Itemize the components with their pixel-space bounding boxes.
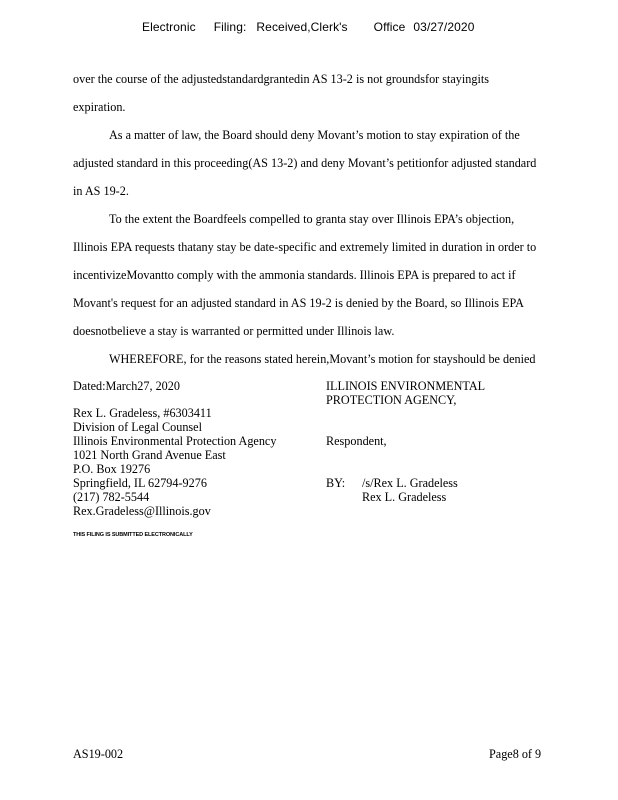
footer-case-number: AS19-002	[73, 747, 124, 761]
header-date: 03/27/2020	[413, 20, 475, 34]
street-address: 1021 North Grand Avenue East	[73, 448, 226, 462]
header-received: Received,Clerk's	[256, 20, 348, 34]
printed-name: Rex L. Gradeless	[362, 490, 447, 504]
body-line: As a matter of law, the Board should deny Movant’s motion to stay expiration of the	[109, 128, 520, 142]
header-electronic: Electronic	[142, 20, 196, 34]
body-line: Movant's request for an adjusted standard in AS 19-2 is denied by the Board, so Illinois EPA	[73, 296, 524, 310]
electronic-filing-notice: THIS FILING IS SUBMITTED ELECTRONICALLY	[73, 532, 193, 538]
respondent-label: Respondent,	[326, 434, 387, 448]
agency-name-line2: PROTECTION AGENCY,	[326, 393, 457, 407]
by-label: BY:	[326, 476, 346, 490]
agency-full-name: Illinois Environmental Protection Agency	[73, 434, 277, 448]
attorney-name-id: Rex L. Gradeless, #6303411	[73, 406, 212, 420]
body-line: in AS 19-2.	[73, 184, 129, 198]
po-box: P.O. Box 19276	[73, 462, 151, 476]
header-office: Office	[373, 20, 406, 34]
body-line: To the extent the Boardfeels compelled to granta stay over Illinois EPA’s objection,	[109, 212, 515, 226]
body-line: adjusted standard in this proceeding(AS 13-2) and deny Movant’s petitionfor adjusted standard	[73, 156, 537, 170]
division-line: Division of Legal Counsel	[73, 420, 202, 434]
body-line: Illinois EPA requests thatany stay be date-specific and extremely limited in duration in order to	[73, 240, 537, 254]
body-line: over the course of the adjustedstandardgrantedin AS 13-2 is not groundsfor stayingits	[73, 72, 489, 86]
body-line: expiration.	[73, 100, 126, 114]
phone-number: (217) 782-5544	[73, 490, 150, 504]
body-line: incentivizeMovantto comply with the ammonia standards. Illinois EPA is prepared to act if	[73, 268, 516, 282]
city-state-zip: Springfield, IL 62794-9276	[73, 476, 207, 490]
filing-stamp-header	[142, 20, 474, 34]
dated-line: Dated:March27, 2020	[73, 379, 180, 393]
header-filing: Filing:	[213, 20, 247, 34]
email-address: Rex.Gradeless@Illinois.gov	[73, 504, 211, 518]
signature-line: /s/Rex L. Gradeless	[362, 476, 458, 490]
footer-page-number: Page8 of 9	[489, 747, 542, 761]
agency-name-line1: ILLINOIS ENVIRONMENTAL	[326, 379, 486, 393]
body-line: WHEREFORE, for the reasons stated herein,Movant’s motion for stayshould be denied	[109, 352, 536, 366]
body-line: doesnotbelieve a stay is warranted or permitted under Illinois law.	[73, 324, 395, 338]
